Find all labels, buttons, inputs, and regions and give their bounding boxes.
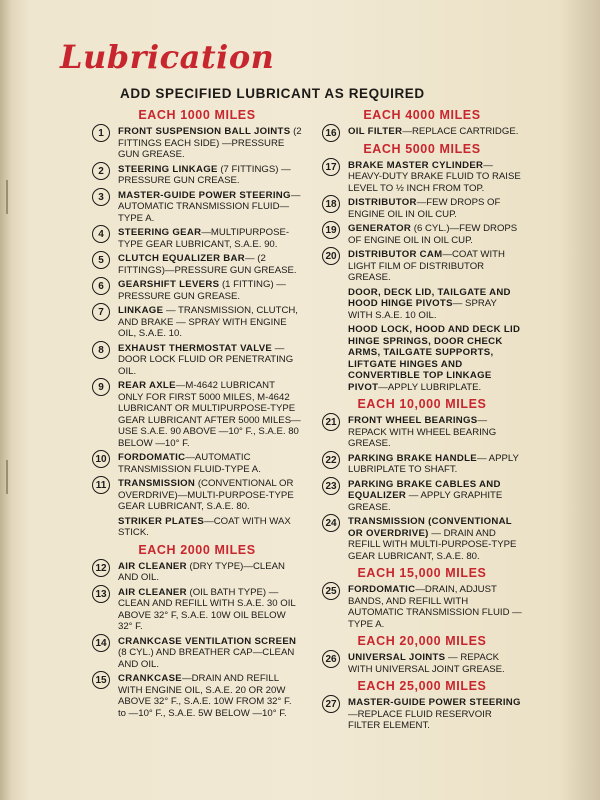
lube-item <box>92 478 302 513</box>
left-column <box>92 104 302 722</box>
lube-item <box>322 249 522 284</box>
item-number: 27 <box>322 695 340 713</box>
binding-spine <box>0 0 12 800</box>
item-number: 1 <box>92 124 110 142</box>
lube-note <box>322 287 522 322</box>
item-number: 2 <box>92 162 110 180</box>
lube-item <box>92 380 302 449</box>
note-term: HOOD LOCK, HOOD AND DECK LID HINGE SPRINGS, DOOR CHECK ARMS, TAILGATE SUPPORTS, LIFTGATE HINGES AND CONVERTIBLE TOP LINKAGE PIVOT <box>348 324 521 393</box>
item-term: LINKAGE <box>118 305 164 316</box>
item-term: GEARSHIFT LEVERS <box>118 279 220 290</box>
item-term: CRANKCASE VENTILATION SCREEN <box>118 635 297 647</box>
item-text: —FEW DROPS OF ENGINE OIL IN OIL CUP. <box>348 197 501 220</box>
item-number: 26 <box>322 650 340 668</box>
lube-item <box>92 452 302 475</box>
item-term: TRANSMISSION <box>118 478 196 489</box>
item-text: (OIL BATH TYPE) —CLEAN AND REFILL WITH S.A.E. 30 OIL ABOVE 32° F, S.A.E. 10W OIL BELOW 32° F. <box>118 586 296 632</box>
item-text: (CONVENTIONAL OR OVERDRIVE)—MULTI-PURPOSE-TYPE GEAR LUBRICANT, S.A.E. 80. <box>118 478 294 512</box>
item-number: 6 <box>92 277 110 295</box>
item-number: 18 <box>322 195 340 213</box>
item-number: 8 <box>92 341 110 359</box>
item-term: REAR AXLE <box>118 380 176 391</box>
lube-item <box>322 197 522 220</box>
item-term: GENERATOR <box>348 223 412 234</box>
item-text: (DRY TYPE)—CLEAN AND OIL. <box>118 560 285 583</box>
note-text: —COAT WITH WAX STICK. <box>118 515 291 538</box>
item-number: 17 <box>322 158 340 176</box>
item-text: — REPACK WITH UNIVERSAL JOINT GREASE. <box>348 652 505 675</box>
lube-item <box>322 453 522 476</box>
item-term: STEERING GEAR <box>118 227 202 238</box>
item-number: 7 <box>92 303 110 321</box>
item-term: OIL FILTER <box>348 126 403 137</box>
page-subtitle: ADD SPECIFIED LUBRICANT AS REQUIRED <box>120 86 425 101</box>
item-text: — TRANSMISSION, CLUTCH, AND BRAKE — SPRAY WITH ENGINE OIL, S.A.E. 10. <box>118 305 298 339</box>
item-term: PARKING BRAKE HANDLE <box>348 452 477 464</box>
item-term: AIR CLEANER <box>118 586 187 598</box>
item-number: 14 <box>92 634 110 652</box>
note-term: STRIKER PLATES <box>118 515 205 527</box>
item-term: AIR CLEANER <box>118 560 187 572</box>
lube-item <box>322 697 522 732</box>
item-text: (8 CYL.) AND BREATHER CAP—CLEAN AND OIL. <box>118 647 295 670</box>
staple-top <box>6 180 8 214</box>
lube-item <box>92 164 302 187</box>
item-text: — HEAVY-DUTY BRAKE FLUID TO RAISE LEVEL TO ½ INCH FROM TOP. <box>348 159 521 194</box>
item-term: FORDOMATIC <box>118 452 186 463</box>
lube-item <box>92 126 302 161</box>
lube-item <box>92 253 302 276</box>
item-number: 13 <box>92 585 110 603</box>
lube-note <box>92 516 302 539</box>
item-text: —AUTOMATIC TRANSMISSION FLUID—TYPE A. <box>118 189 301 224</box>
item-text: —REPLACE CARTRIDGE. <box>402 126 519 137</box>
item-number: 24 <box>322 514 340 532</box>
lube-item <box>92 673 302 719</box>
item-text: — DRAIN AND REFILL WITH MULTI-PURPOSE-TYPE GEAR LUBRICANT, S.A.E. 80. <box>348 527 517 562</box>
item-text: — (2 FITTINGS)—PRESSURE GUN GREASE. <box>118 253 297 276</box>
lube-item <box>322 516 522 562</box>
lube-item <box>92 343 302 378</box>
item-term: UNIVERSAL JOINTS <box>348 652 446 663</box>
item-number: 5 <box>92 251 110 269</box>
item-number: 20 <box>322 247 340 265</box>
item-text: —REPLACE FLUID RESERVOIR FILTER ELEMENT. <box>348 708 492 731</box>
item-term: FRONT WHEEL BEARINGS <box>348 415 478 426</box>
item-number: 21 <box>322 413 340 431</box>
lube-item <box>92 279 302 302</box>
item-text: — APPLY LUBRIPLATE TO SHAFT. <box>348 452 519 475</box>
item-text: —COAT WITH LIGHT FILM OF DISTRIBUTOR GREASE. <box>348 249 505 283</box>
lube-item <box>322 160 522 195</box>
item-number: 4 <box>92 225 110 243</box>
section-heading: EACH 1000 MILES <box>138 108 256 122</box>
item-term: DISTRIBUTOR <box>348 197 417 208</box>
lube-item <box>322 223 522 246</box>
lube-item <box>322 652 522 675</box>
right-column <box>322 104 522 735</box>
lube-item <box>92 227 302 250</box>
lube-item <box>322 479 522 514</box>
item-term: CLUTCH EQUALIZER BAR <box>118 253 245 264</box>
lube-item <box>92 636 302 671</box>
item-number: 25 <box>322 582 340 600</box>
page-title: Lubrication <box>60 38 275 76</box>
lube-item <box>92 561 302 584</box>
item-text: —DOOR LOCK FLUID OR PENETRATING OIL. <box>118 342 294 377</box>
item-number: 11 <box>92 476 110 494</box>
staple-bottom <box>6 460 8 494</box>
item-term: FRONT SUSPENSION BALL JOINTS <box>118 126 291 137</box>
item-number: 3 <box>92 188 110 206</box>
section-heading: EACH 4000 MILES <box>363 108 481 122</box>
item-number: 16 <box>322 124 340 142</box>
item-text: —MULTIPURPOSE-TYPE GEAR LUBRICANT, S.A.E. 90. <box>118 227 290 250</box>
item-text: —M-4642 LUBRICANT ONLY FOR FIRST 5000 MILES, M-4642 LUBRICANT OR MULTIPURPOSE-TYPE GEAR LUBRICANT AFTER 5000 MILES—USE S.A.E. 90 ABOVE —10° F., S.A.E. 80 BELOW —10° F. <box>118 380 301 449</box>
lube-note <box>322 324 522 393</box>
item-number: 15 <box>92 671 110 689</box>
item-term: MASTER-GUIDE POWER STEERING <box>348 697 521 708</box>
item-number: 10 <box>92 450 110 468</box>
note-text: —APPLY LUBRIPLATE. <box>378 381 482 393</box>
item-text: (2 FITTINGS EACH SIDE) —PRESSURE GUN GREASE. <box>118 126 302 160</box>
item-text: —AUTOMATIC TRANSMISSION FLUID-TYPE A. <box>118 452 261 475</box>
item-term: DISTRIBUTOR CAM <box>348 249 443 260</box>
item-term: PARKING BRAKE CABLES AND EQUALIZER <box>348 478 501 501</box>
item-term: FORDOMATIC <box>348 584 416 595</box>
item-term: BRAKE MASTER CYLINDER <box>348 159 484 171</box>
section-heading: EACH 20,000 MILES <box>357 634 487 648</box>
lube-item <box>322 584 522 630</box>
section-heading: EACH 25,000 MILES <box>357 679 487 693</box>
item-term: TRANSMISSION (CONVENTIONAL OR OVERDRIVE) <box>348 516 512 539</box>
item-text: (7 FITTINGS) —PRESSURE GUN CREASE. <box>118 163 291 186</box>
item-text: (1 FITTING) —PRESSURE GUN GREASE. <box>118 279 286 302</box>
item-text: — APPLY GRAPHITE GREASE. <box>348 490 503 513</box>
lube-item <box>322 415 522 450</box>
item-text: (6 CYL.)—FEW DROPS OF ENGINE OIL IN OIL CUP. <box>348 223 518 246</box>
lube-item <box>322 126 522 138</box>
item-term: STEERING LINKAGE <box>118 163 218 175</box>
item-text: — REPACK WITH WHEEL BEARING GREASE. <box>348 415 497 449</box>
note-text: — SPRAY WITH S.A.E. 10 OIL. <box>348 298 497 321</box>
item-number: 22 <box>322 451 340 469</box>
item-text: —DRAIN, ADJUST BANDS, AND REFILL WITH AUTOMATIC TRANSMISSION FLUID — TYPE A. <box>348 584 522 630</box>
lube-item <box>92 190 302 225</box>
section-heading: EACH 15,000 MILES <box>357 566 487 580</box>
item-term: CRANKCASE <box>118 673 182 684</box>
item-text: —DRAIN AND REFILL WITH ENGINE OIL, S.A.E. 20 OR 20W ABOVE 32° F., S.A.E. 10W FROM 32° F. to —10° F., S.A.E. 5W BELOW —10° F. <box>118 673 292 719</box>
lube-item <box>92 587 302 633</box>
item-number: 12 <box>92 559 110 577</box>
item-term: EXHAUST THERMOSTAT VALVE <box>118 342 273 354</box>
item-number: 23 <box>322 477 340 495</box>
item-term: MASTER-GUIDE POWER STEERING <box>118 189 291 201</box>
lube-item <box>92 305 302 340</box>
note-term: DOOR, DECK LID, TAILGATE AND HOOD HINGE PIVOTS <box>348 286 511 309</box>
section-heading: EACH 10,000 MILES <box>357 397 487 411</box>
item-number: 19 <box>322 221 340 239</box>
section-heading: EACH 2000 MILES <box>138 542 256 557</box>
item-number: 9 <box>92 378 110 396</box>
section-heading: EACH 5000 MILES <box>363 141 481 156</box>
